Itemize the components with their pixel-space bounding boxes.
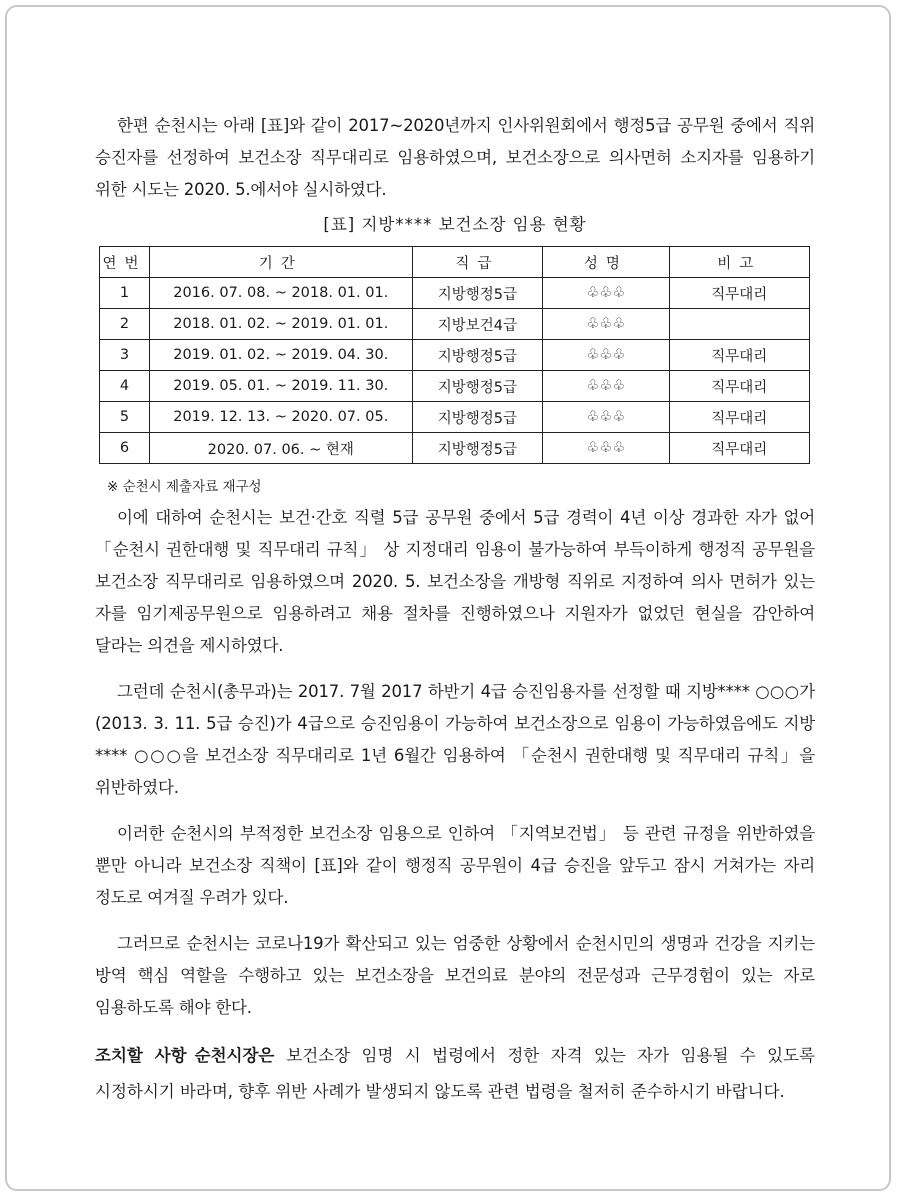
- cell-name: ♧♧♧: [543, 402, 669, 433]
- table-caption: [표] 지방**** 보건소장 임용 현황: [323, 215, 587, 234]
- action-target: 순천시장은: [194, 1046, 275, 1065]
- cell-name: ♧♧♧: [543, 309, 669, 340]
- cell-serial: 3: [100, 340, 150, 371]
- cell-rank: 지방행정5급: [412, 371, 543, 402]
- table-source-note: ※ 순천시 제출자료 재구성: [107, 479, 262, 495]
- body-paragraph: 그러므로 순천시는 코로나19가 확산되고 있는 엄중한 상황에서 순천시민의 생명과 건강을 지키는 방역 핵심 역할을 수행하고 있는 보건소장을 보건의료 분야의 전문성과 근무경험이 있는 자로 임용하도록 해야 한다.: [95, 934, 815, 1017]
- table-row: [100, 278, 810, 309]
- cell-remark: 직무대리: [669, 278, 809, 309]
- cell-rank: 지방행정5급: [412, 402, 543, 433]
- action-item: [95, 1038, 815, 1110]
- cell-rank: 지방행정5급: [412, 433, 543, 464]
- header-remark: 비고: [669, 247, 809, 278]
- table-row: [100, 309, 810, 340]
- body-paragraph: 이에 대하여 순천시는 보건·간호 직렬 5급 공무원 중에서 5급 경력이 4년 이상 경과한 자가 없어 「순천시 권한대행 및 직무대리 규칙」 상 지정대리 임용이 불가능하여 부득이하게 행정직 공무원을 보건소장 직무대리로 임용하였으며 2020. 5. 보건소장을 개방형 직위로 지정하여 의사 면허가 있는 자를 임기제공무원으로 임용하려고 채용 절차를 진행하였으나 지원자가 없었던 현실을 감안하여 달라는 의견을 제시하였다.: [95, 508, 815, 655]
- cell-serial: 4: [100, 371, 150, 402]
- cell-rank: 지방행정5급: [412, 278, 543, 309]
- body-paragraph: 그런데 순천시(총무과)는 2017. 7월 2017 하반기 4급 승진임용자를 선정할 때 지방**** ○○○가(2013. 3. 11. 5급 승진)가 4급으로 승진임용이 가능하여 보건소장으로 임용이 가능하였음에도 지방**** ○○○을 보건소장 직무대리로 1년 6월간 임용하여 「순천시 권한대행 및 직무대리 규칙」을 위반하였다.: [95, 682, 815, 797]
- header-serial: 연번: [100, 247, 150, 278]
- cell-remark: 직무대리: [669, 371, 809, 402]
- document-body: [95, 110, 815, 1110]
- header-period: 기간: [149, 247, 412, 278]
- body-paragraph: 이러한 순천시의 부적정한 보건소장 임용으로 인하여 「지역보건법」 등 관련 규정을 위반하였을 뿐만 아니라 보건소장 직책이 [표]와 같이 행정직 공무원이 4급 승진을 앞두고 잠시 거쳐가는 자리 정도로 여겨질 우려가 있다.: [95, 824, 815, 907]
- cell-name: ♧♧♧: [543, 340, 669, 371]
- cell-remark: 직무대리: [669, 402, 809, 433]
- table-row: [100, 402, 810, 433]
- header-name: 성명: [543, 247, 669, 278]
- cell-period: 2020. 07. 06. ~ 현재: [149, 433, 412, 464]
- cell-period: 2019. 05. 01. ~ 2019. 11. 30.: [149, 371, 412, 402]
- cell-serial: 1: [100, 278, 150, 309]
- cell-period: 2019. 12. 13. ~ 2020. 07. 05.: [149, 402, 412, 433]
- action-text: 보건소장 임명 시 법령에서 정한 자격 있는 자가 임용될 수 있도록 시정하시기 바라며, 향후 위반 사례가 발생되지 않도록 관련 법령을 철저히 준수하시기 바랍니다.: [95, 1046, 815, 1101]
- cell-remark: 직무대리: [669, 433, 809, 464]
- cell-name: ♧♧♧: [543, 433, 669, 464]
- cell-rank: 지방행정5급: [412, 340, 543, 371]
- cell-name: ♧♧♧: [543, 278, 669, 309]
- table-row: [100, 433, 810, 464]
- cell-period: 2018. 01. 02. ~ 2019. 01. 01.: [149, 309, 412, 340]
- cell-remark: [669, 309, 809, 340]
- header-rank: 직급: [412, 247, 543, 278]
- action-heading: 조치할 사항: [95, 1046, 187, 1065]
- table-row: [100, 340, 810, 371]
- table-row: [100, 371, 810, 402]
- cell-serial: 6: [100, 433, 150, 464]
- cell-period: 2019. 01. 02. ~ 2019. 04. 30.: [149, 340, 412, 371]
- cell-serial: 5: [100, 402, 150, 433]
- cell-remark: 직무대리: [669, 340, 809, 371]
- cell-name: ♧♧♧: [543, 371, 669, 402]
- cell-serial: 2: [100, 309, 150, 340]
- cell-period: 2016. 07. 08. ~ 2018. 01. 01.: [149, 278, 412, 309]
- table-header-row: [100, 247, 810, 278]
- intro-paragraph: 한편 순천시는 아래 [표]와 같이 2017~2020년까지 인사위원회에서 행정5급 공무원 중에서 직위 승진자를 선정하여 보건소장 직무대리로 임용하였으며, 보건소장으로 의사면허 소지자를 임용하기 위한 시도는 2020. 5.에서야 실시하였다.: [95, 116, 815, 199]
- cell-rank: 지방보건4급: [412, 309, 543, 340]
- appointment-table: [99, 246, 810, 464]
